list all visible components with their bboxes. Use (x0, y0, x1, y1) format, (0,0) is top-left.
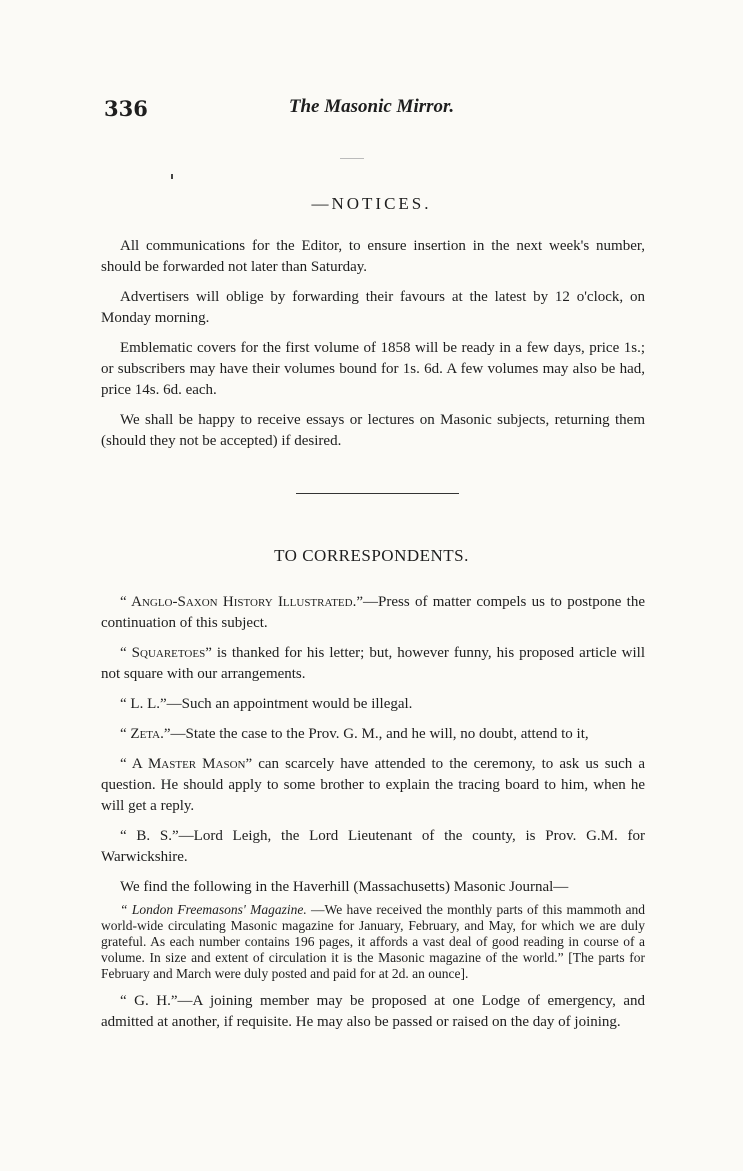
correspondent-reply: —State the case to the Prov. G. M., and he will, no doubt, attend to it, (170, 726, 589, 742)
correspondent-reply: —Press of matter compels us to postpone the continuation of this subject. (101, 594, 645, 631)
ink-mark (171, 174, 173, 179)
correspondent-item (101, 694, 645, 715)
correspondent-name: “ B. S.” (120, 828, 179, 844)
notice-paragraph: Emblematic covers for the first volume of 1858 will be ready in a few days, price 1s.; or subscribers may have their volumes bound for 1s. 6d. A few volumes may also be had, price 14s. 6d. each. (101, 340, 645, 398)
correspondent-item (101, 724, 645, 745)
correspondent-reply: —A joining member may be proposed at one Lodge of emergency, and admitted at another, if requisite. He may also be passed or raised on the day of joining. (101, 993, 645, 1030)
correspondent-item (101, 592, 645, 634)
page-number: 336 (104, 96, 148, 121)
correspondent-item (101, 643, 645, 685)
correspondent-item (101, 991, 645, 1033)
correspondent-name: “ G. H.” (120, 993, 178, 1009)
section-divider (296, 493, 459, 494)
quoted-notice (101, 902, 645, 982)
correspondent-reply: —Such an appointment would be illegal. (166, 696, 413, 712)
notice-paragraph: All communications for the Editor, to ensure insertion in the next week's number, should be forwarded not later than Saturday. (101, 238, 645, 275)
correspondent-name: “ A Master Mason” (120, 756, 253, 772)
correspondent-item (101, 754, 645, 817)
correspondent-name: “ L. L.” (120, 696, 167, 712)
correspondent-reply: can scarcely have attended to the ceremony, to ask us such a question. He should apply to some brother to explain the tracing board to him, when he will get a reply. (101, 756, 645, 814)
notices-heading: —NOTICES. (311, 194, 432, 213)
quote-text: —We have received the monthly parts of this mammoth and world-wide circulating Masonic magazine for January, February, and May, for which we are duly grateful. As each number contains 196 pages, it affords a vast deal of good reading in course of a volume. In size and extent of circulation it is the Masonic magazine of the world.” [The parts for February and March were duly posted and paid for at 2d. an ounce]. (101, 902, 646, 981)
correspondent-name: “ Zeta.” (120, 726, 171, 742)
haverhill-intro: We find the following in the Haverhill (Massachusetts) Masonic Journal— (120, 879, 569, 895)
correspondents-heading: TO CORRESPONDENTS. (274, 546, 469, 565)
notice-paragraph: We shall be happy to receive essays or lectures on Masonic subjects, returning them (should they not be accepted) if desired. (101, 412, 645, 449)
correspondent-name: “ Squaretoes” (120, 645, 212, 661)
correspondent-item (101, 826, 645, 868)
correspondents-section (101, 592, 645, 1042)
page-header (104, 96, 639, 124)
notices-section (101, 236, 645, 461)
correspondent-name: “ Anglo-Saxon History Illustrated.” (120, 594, 364, 610)
printing-speck (340, 158, 364, 159)
running-title: The Masonic Mirror. (288, 96, 455, 117)
correspondent-reply: —Lord Leigh, the Lord Lieutenant of the county, is Prov. G.M. for Warwickshire. (101, 828, 646, 865)
correspondent-reply: is thanked for his letter; but, however funny, his proposed article will not square with our arrangements. (101, 645, 645, 682)
notice-paragraph: Advertisers will oblige by forwarding their favours at the latest by 12 o'clock, on Monday morning. (101, 289, 645, 326)
quote-title: “ London Freemasons' Magazine. (120, 902, 307, 917)
